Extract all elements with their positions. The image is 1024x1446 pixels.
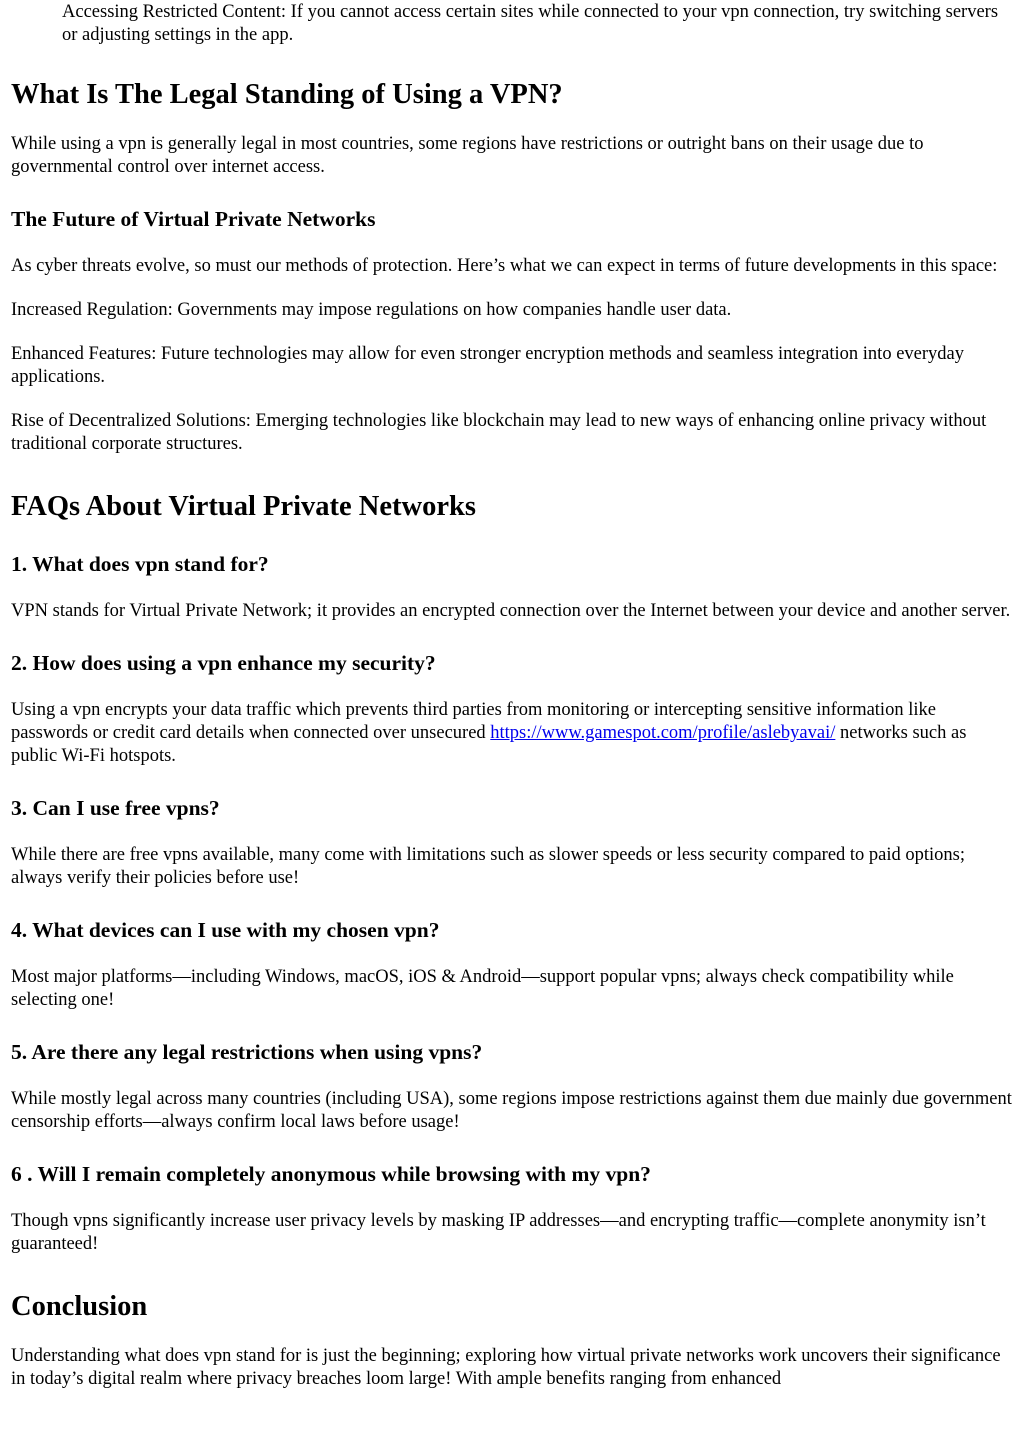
faq-question-6: 6 . Will I remain completely anonymous while browsing with my vpn? — [11, 1162, 651, 1186]
faq-question-2: 2. How does using a vpn enhance my security? — [11, 651, 436, 675]
faq-answer-2 — [11, 699, 1013, 768]
future-item-features: Enhanced Features: Future technologies may allow for even stronger encryption methods and seamless integration into everyday applications. — [11, 344, 964, 387]
conclusion-paragraph: Understanding what does vpn stand for is just the beginning; exploring how virtual private networks work uncovers their significance in today’s digital realm where privacy breaches loom large! With ample benefits ranging from enhanced — [11, 1346, 1001, 1389]
faqs-heading: FAQs About Virtual Private Networks — [11, 491, 476, 522]
faq-question-1: 1. What does vpn stand for? — [11, 552, 269, 576]
faq-question-4: 4. What devices can I use with my chosen vpn? — [11, 918, 440, 942]
future-item-regulation: Increased Regulation: Governments may impose regulations on how companies handle user data. — [11, 300, 732, 320]
legal-standing-paragraph: While using a vpn is generally legal in most countries, some regions have restrictions or outright bans on their usage due to governmental control over internet access. — [11, 134, 924, 177]
faq-question-3: 3. Can I use free vpns? — [11, 796, 220, 820]
faq-answer-1: VPN stands for Virtual Private Network; it provides an encrypted connection over the Internet between your device and another server. — [11, 601, 1011, 621]
future-intro-paragraph: As cyber threats evolve, so must our methods of protection. Here’s what we can expect in terms of future developments in this space: — [11, 256, 998, 276]
faq-question-5: 5. Are there any legal restrictions when using vpns? — [11, 1040, 483, 1064]
gamespot-profile-link[interactable]: https://www.gamespot.com/profile/aslebyavai/ — [490, 723, 836, 743]
restricted-content-item: Accessing Restricted Content: If you cannot access certain sites while connected to your vpn connection, try switching servers or adjusting settings in the app. — [62, 2, 999, 45]
faq-answer-5: While mostly legal across many countries (including USA), some regions impose restrictions against them due mainly due government censorship efforts—always confirm local laws before usage! — [11, 1089, 1012, 1132]
faq-answer-3: While there are free vpns available, many come with limitations such as slower speeds or less security compared to paid options; always verify their policies before use! — [11, 845, 966, 888]
legal-standing-heading: What Is The Legal Standing of Using a VPN? — [11, 79, 563, 110]
future-heading: The Future of Virtual Private Networks — [11, 207, 376, 231]
document-page — [11, 0, 1013, 1391]
future-item-decentralized: Rise of Decentralized Solutions: Emerging technologies like blockchain may lead to new ways of enhancing online privacy without traditional corporate structures. — [11, 411, 987, 454]
faq-answer-6: Though vpns significantly increase user privacy levels by masking IP addresses—and encrypting traffic—complete anonymity isn’t guaranteed! — [11, 1211, 986, 1254]
conclusion-heading: Conclusion — [11, 1291, 148, 1322]
faq-answer-2-text-start: Using a vpn encrypts your data traffic which prevents third parties from monitoring or intercepting sensitive information like passwords or credit card details when connected over unsecured — [11, 700, 936, 743]
faq-answer-2-text-end: networks such as public Wi-Fi hotspots. — [11, 723, 967, 766]
faq-answer-4: Most major platforms—including Windows, macOS, iOS & Android—support popular vpns; always check compatibility while selecting one! — [11, 967, 954, 1010]
